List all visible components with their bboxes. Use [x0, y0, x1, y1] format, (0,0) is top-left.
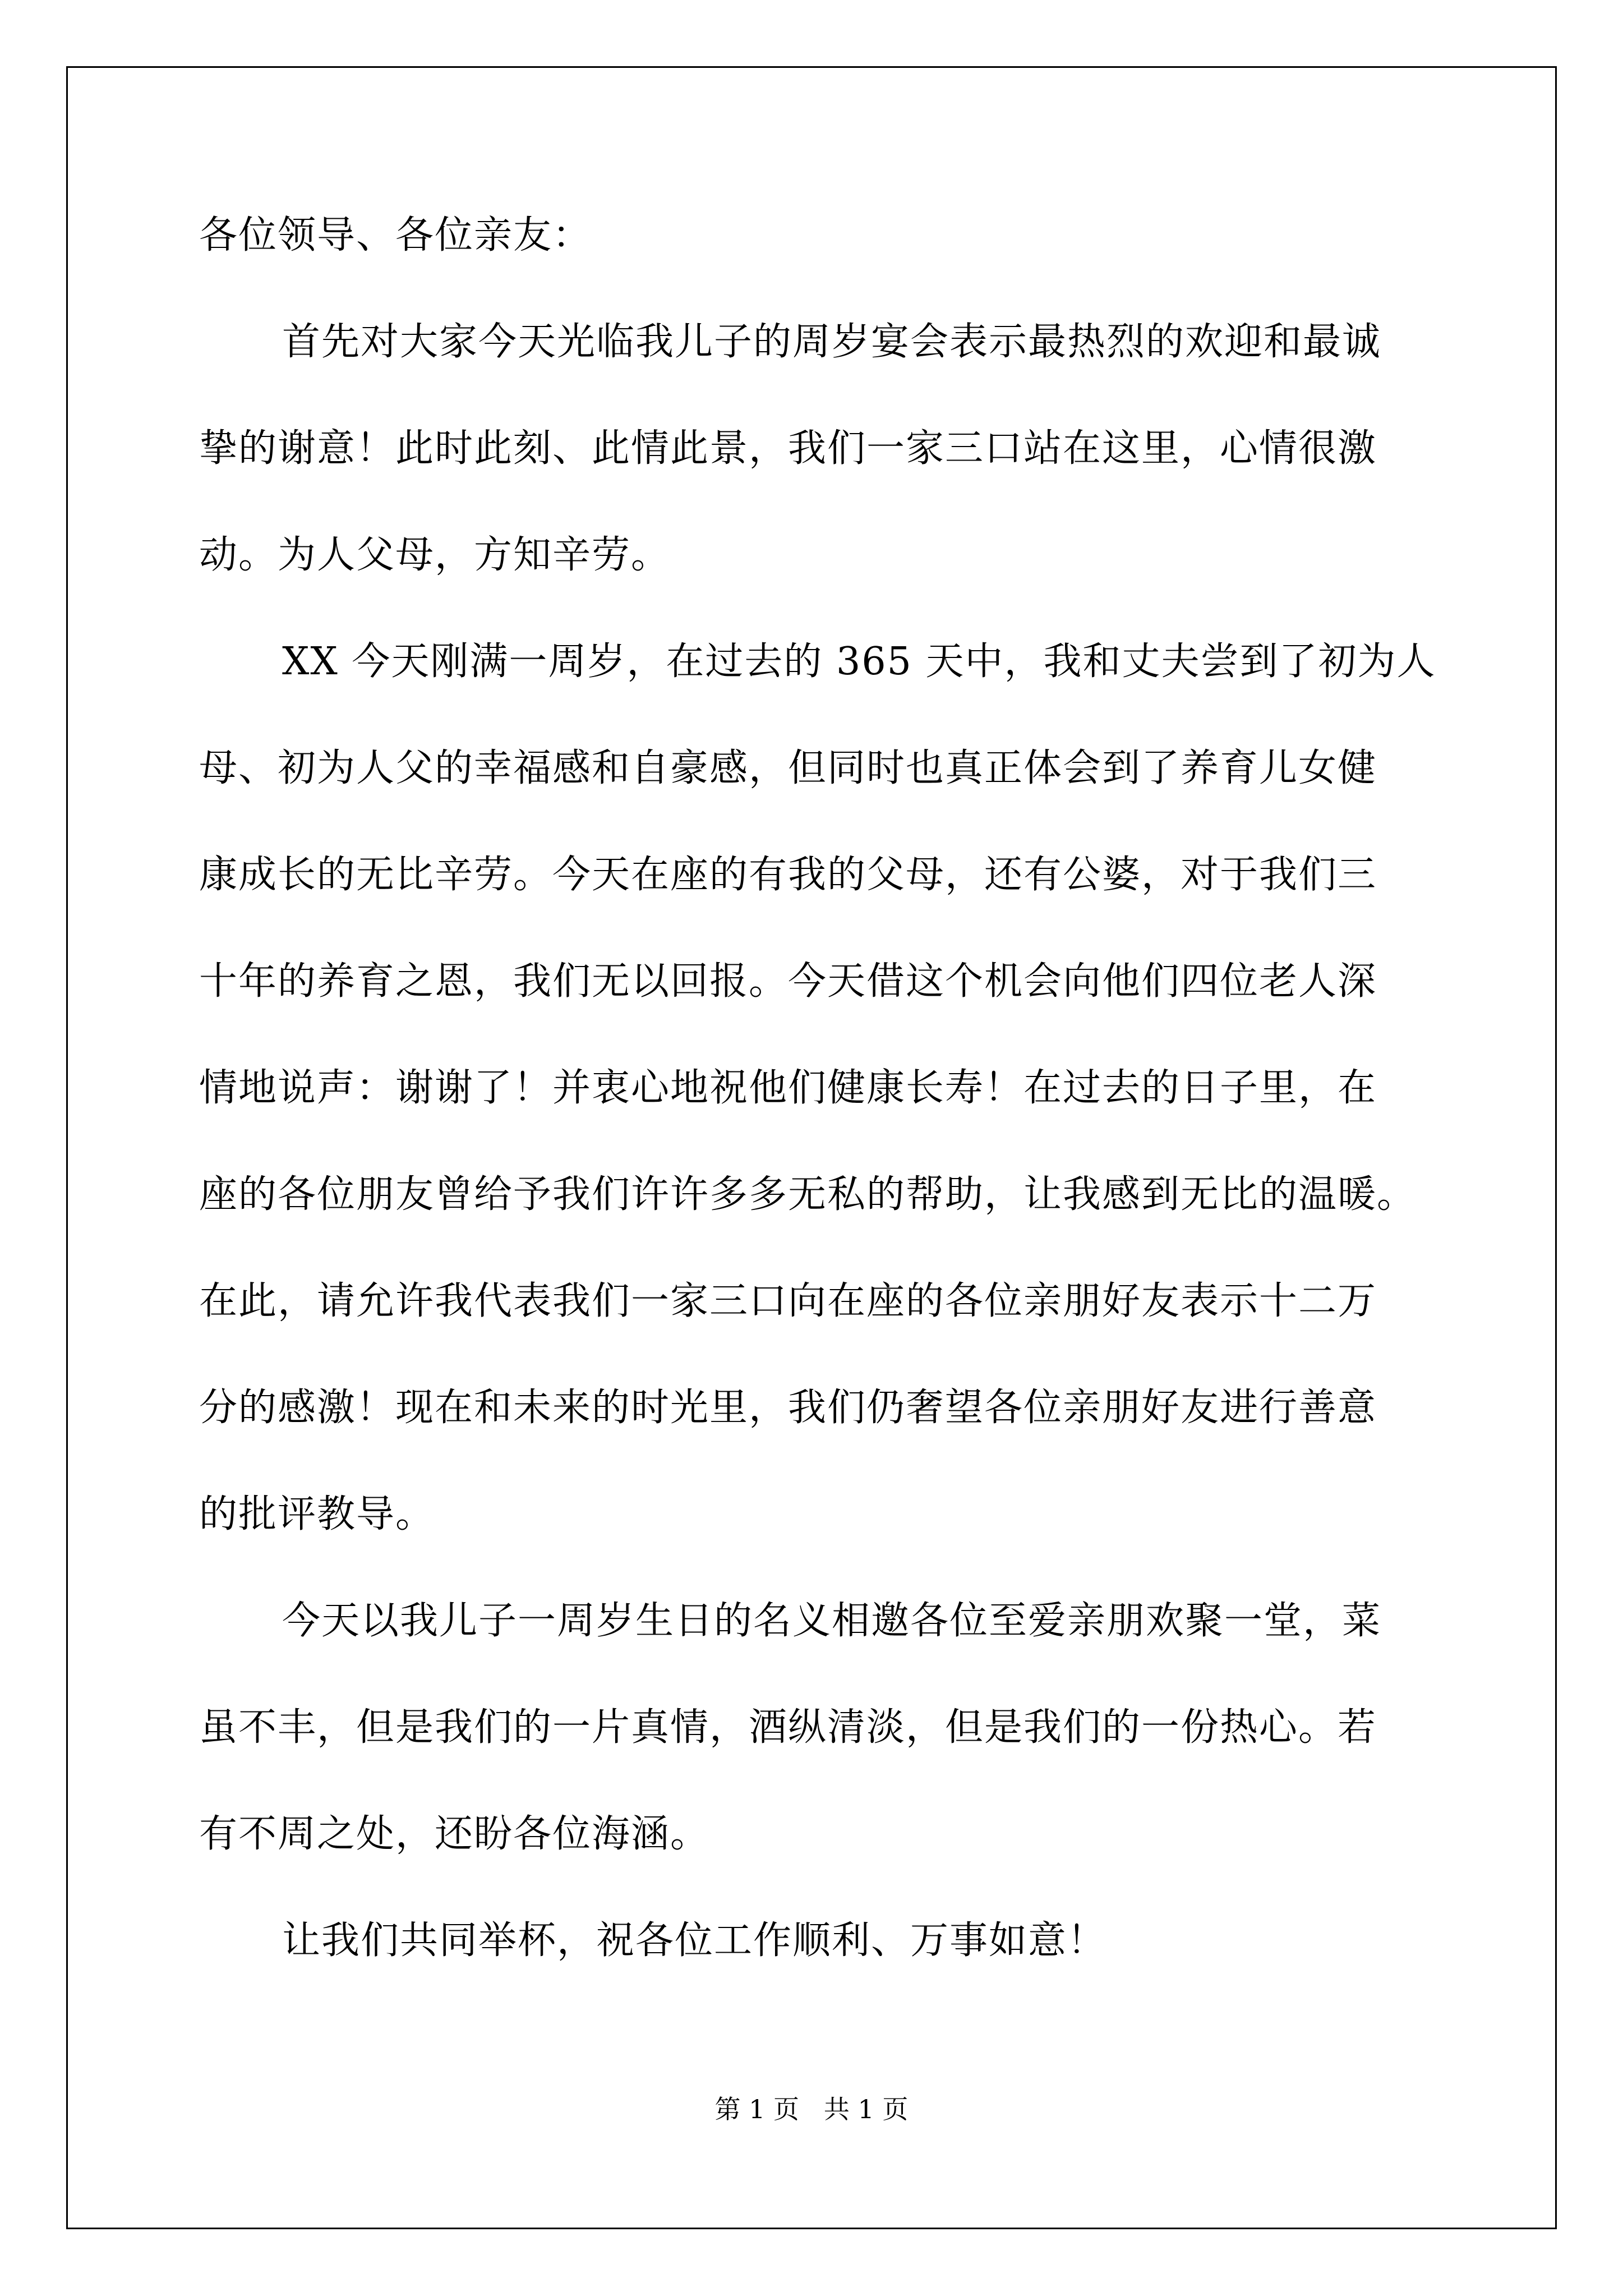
paragraph-1-line-3: 动。为人父母，方知辛劳。: [199, 533, 671, 577]
paragraph-2-line-7: 在此，请允许我代表我们一家三口向在座的各位亲朋好友表示十二万: [199, 1279, 1377, 1323]
paragraph-2-line-8: 分的感激！现在和未来的时光里，我们仍奢望各位亲朋好友进行善意: [199, 1386, 1377, 1430]
paragraph-2-line-2: 母、初为人父的幸福感和自豪感，但同时也真正体会到了养育儿女健: [199, 746, 1377, 790]
paragraph-1-line-2: 挚的谢意！此时此刻、此情此景，我们一家三口站在这里，心情很激: [199, 426, 1377, 471]
paragraph-2-line-3: 康成长的无比辛劳。今天在座的有我的父母，还有公婆，对于我们三: [199, 853, 1377, 897]
paragraph-2-line-9: 的批评教导。: [199, 1492, 435, 1536]
page-footer: 第 1 页 共 1 页: [714, 2094, 909, 2124]
paragraph-3-line-2: 虽不丰，但是我们的一片真情，酒纵清淡，但是我们的一份热心。若: [199, 1705, 1377, 1750]
paragraph-2-line-5: 情地说声：谢谢了！并衷心地祝他们健康长寿！在过去的日子里，在: [199, 1066, 1377, 1110]
page-border: [66, 66, 1557, 2229]
paragraph-2-line-4: 十年的养育之恩，我们无以回报。今天借这个机会向他们四位老人深: [199, 959, 1377, 1004]
paragraph-3-line-3: 有不周之处，还盼各位海涵。: [199, 1812, 710, 1856]
paragraph-2-line-1: XX 今天刚满一周岁，在过去的 365 天中，我和丈夫尝到了初为人: [282, 639, 1436, 684]
paragraph-2-line-6: 座的各位朋友曾给予我们许许多多无私的帮助，让我感到无比的温暖。: [199, 1172, 1417, 1217]
paragraph-4-line-1: 让我们共同举杯，祝各位工作顺利、万事如意！: [282, 1918, 1107, 1963]
paragraph-1-line-1: 首先对大家今天光临我儿子的周岁宴会表示最热烈的欢迎和最诚: [282, 320, 1382, 364]
paragraph-3-line-1: 今天以我儿子一周岁生日的名义相邀各位至爱亲朋欢聚一堂，菜: [282, 1599, 1382, 1643]
salutation-line: 各位领导、各位亲友：: [199, 213, 592, 257]
